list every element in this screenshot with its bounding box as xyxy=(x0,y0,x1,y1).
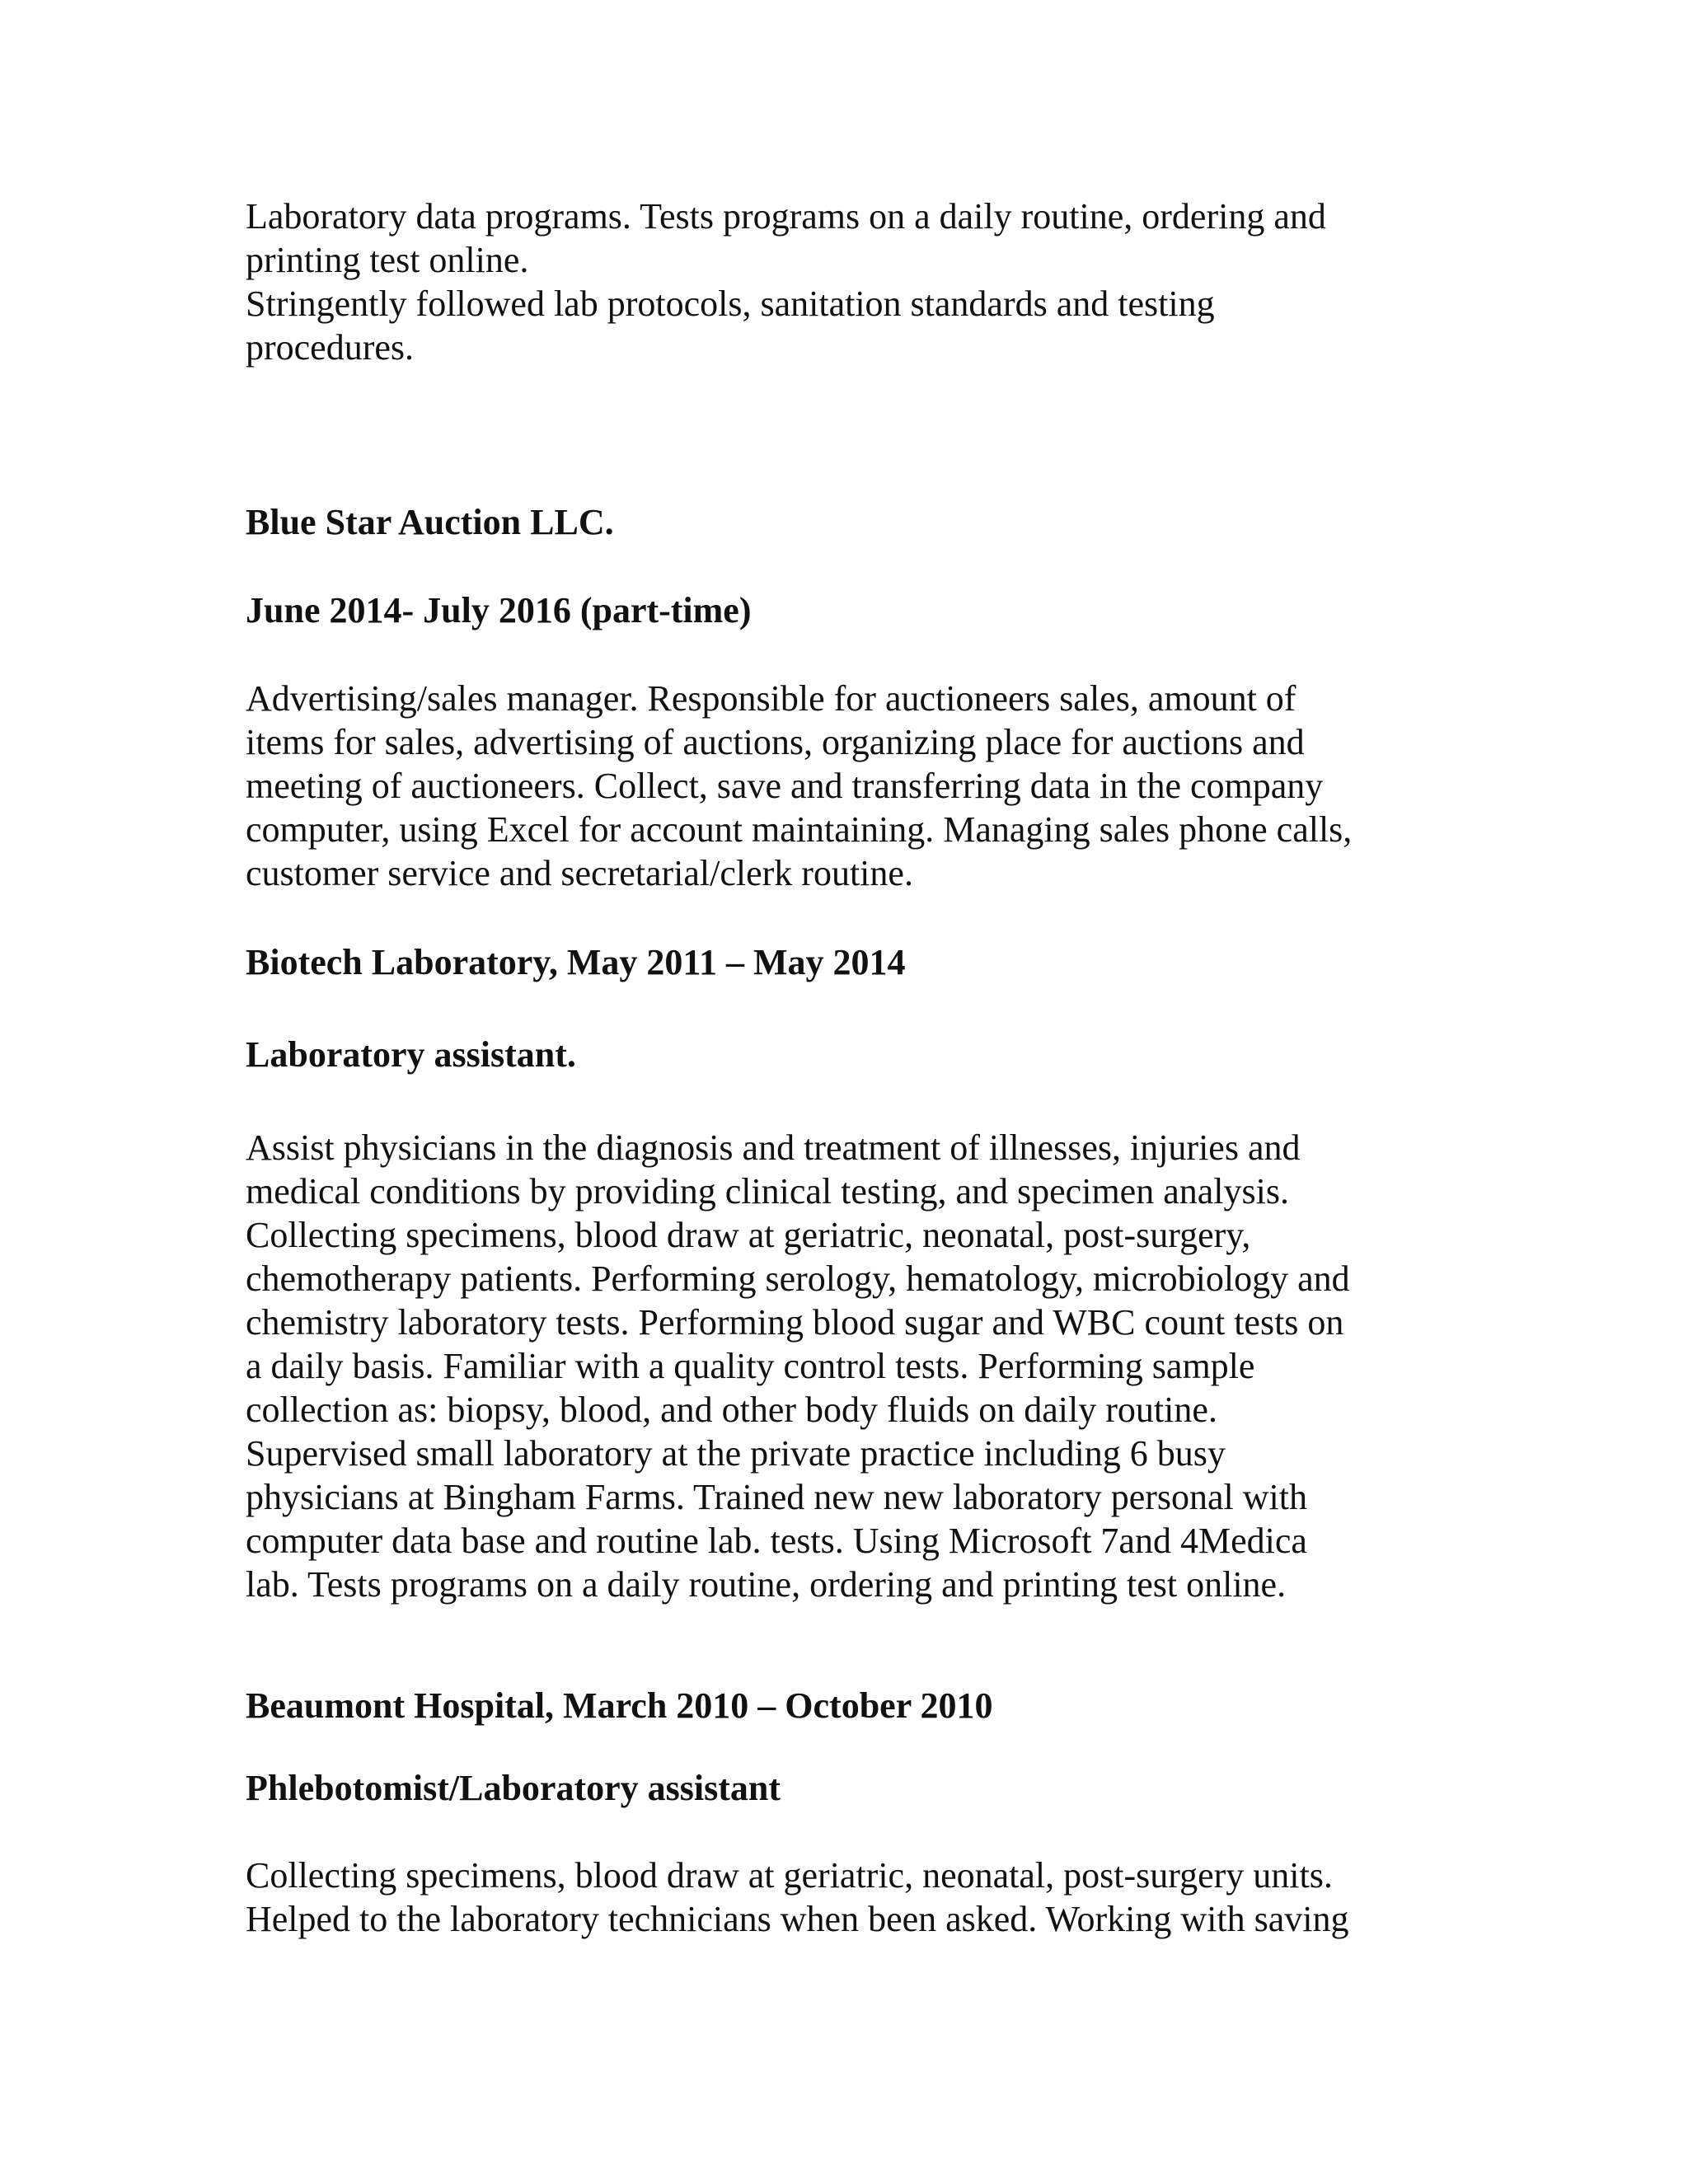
text-line: customer service and secretarial/clerk routine. xyxy=(246,853,913,893)
text-line: Assist physicians in the diagnosis and treatment of illnesses, injuries and xyxy=(246,1127,1301,1168)
text-line: Advertising/sales manager. Responsible for auctioneers sales, amount of xyxy=(246,678,1296,719)
text-line: physicians at Bingham Farms. Trained new new laboratory personal with xyxy=(246,1477,1308,1517)
job-description xyxy=(246,1854,1449,1941)
text-line: procedures. xyxy=(246,327,415,368)
employer-heading: Biotech Laboratory, May 2011 – May 2014 xyxy=(246,942,906,982)
job-description xyxy=(246,677,1449,895)
job-title: Laboratory assistant. xyxy=(246,1034,576,1075)
text-line: collection as: biopsy, blood, and other body fluids on daily routine. xyxy=(246,1390,1217,1430)
employment-dates: June 2014- July 2016 (part-time) xyxy=(246,590,752,630)
job-description xyxy=(246,1126,1449,1606)
text-line: Helped to the laboratory technicians when been asked. Working with saving xyxy=(246,1899,1349,1939)
employer-heading: Beaumont Hospital, March 2010 – October 2010 xyxy=(246,1685,993,1726)
intro-paragraph xyxy=(246,194,1449,369)
text-line: computer data base and routine lab. tests. Using Microsoft 7and 4Medica xyxy=(246,1521,1307,1561)
text-line: meeting of auctioneers. Collect, save and transferring data in the company xyxy=(246,766,1324,806)
text-line: a daily basis. Familiar with a quality control tests. Performing sample xyxy=(246,1346,1255,1386)
text-line: chemotherapy patients. Performing serology, hematology, microbiology and xyxy=(246,1258,1350,1299)
text-line: Collecting specimens, blood draw at geriatric, neonatal, post-surgery units. xyxy=(246,1855,1333,1896)
text-line: lab. Tests programs on a daily routine, ordering and printing test online. xyxy=(246,1564,1287,1605)
text-line: printing test online. xyxy=(246,240,529,280)
text-line: Laboratory data programs. Tests programs on a daily routine, ordering and xyxy=(246,196,1326,237)
text-line: chemistry laboratory tests. Performing blood sugar and WBC count tests on xyxy=(246,1302,1344,1343)
text-line: Supervised small laboratory at the private practice including 6 busy xyxy=(246,1433,1226,1474)
text-line: Collecting specimens, blood draw at geriatric, neonatal, post-surgery, xyxy=(246,1215,1251,1255)
text-line: medical conditions by providing clinical testing, and specimen analysis. xyxy=(246,1171,1289,1212)
job-title: Phlebotomist/Laboratory assistant xyxy=(246,1768,781,1808)
text-line: items for sales, advertising of auctions, organizing place for auctions and xyxy=(246,722,1305,762)
text-line: computer, using Excel for account maintaining. Managing sales phone calls, xyxy=(246,809,1353,850)
employer-heading: Blue Star Auction LLC. xyxy=(246,502,614,542)
text-line: Stringently followed lab protocols, sanitation standards and testing xyxy=(246,284,1215,324)
